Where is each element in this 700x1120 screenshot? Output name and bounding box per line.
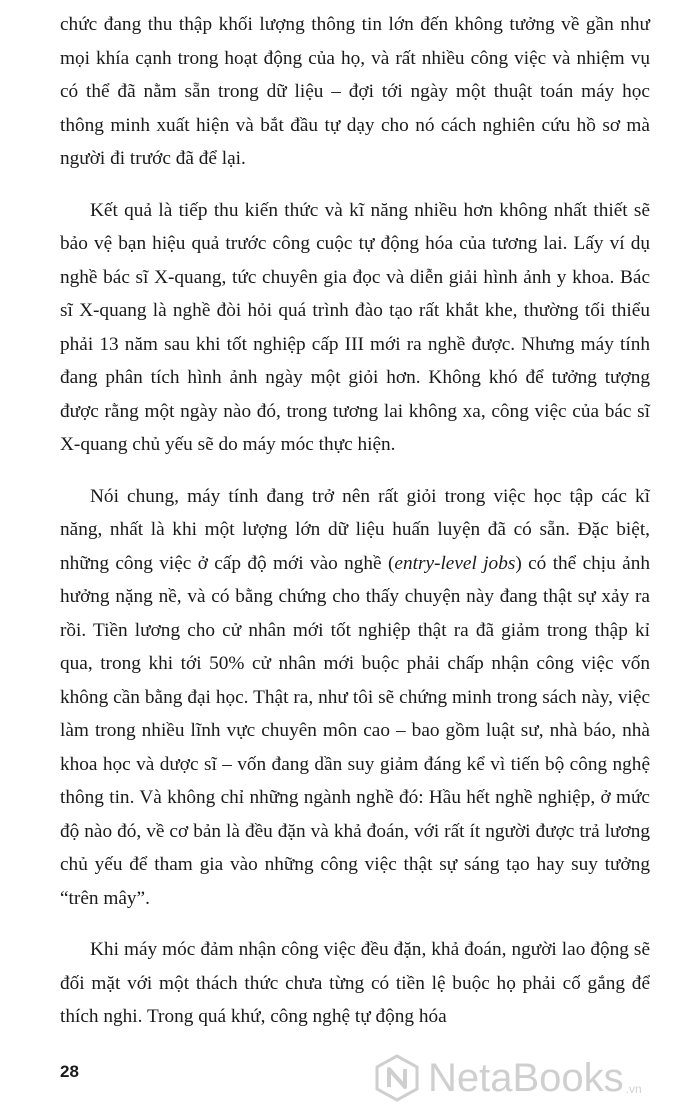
netabooks-logo-icon	[372, 1053, 422, 1103]
paragraph-3	[60, 480, 650, 916]
paragraph-4: Khi máy móc đảm nhận công việc đều đặn, khả đoán, người lao động sẽ đối mặt với một thách thức chưa từng có tiền lệ buộc họ phải cố gắng để thích nghi. Trong quá khứ, công nghệ tự động hóa	[60, 939, 650, 1027]
paragraph-3-text-before: Nói chung, máy tính đang trở nên rất giỏi trong việc học tập các kĩ năng, nhất là khi một lượng lớn dữ liệu huấn luyện đã có sẵn. Đặc biệt, những công việc ở cấp độ mới vào nghề (	[60, 485, 650, 574]
watermark-domain-suffix: .vn	[625, 1082, 642, 1096]
paragraph-1: chức đang thu thập khối lượng thông tin lớn đến không tưởng về gần như mọi khía cạnh trong hoạt động của họ, và rất nhiều công việc và nhiệm vụ có thể đã nằm sẵn trong dữ liệu – đợi tới ngày một thuật toán máy học thông minh xuất hiện và bắt đầu tự dạy cho nó cách nghiên cứu hồ sơ mà người đi trước đã để lại.	[60, 14, 650, 169]
watermark-brand: NetaBooks	[428, 1055, 624, 1100]
paragraph-3-text-after: ) có thể chịu ảnh hưởng nặng nề, và có bằng chứng cho thấy chuyện này đang thật sự xảy ra rồi. Tiền lương cho cử nhân mới tốt nghiệp thật ra đã giảm trong thập kỉ qua, trong khi tới 50% cử nhân mới buộc phải chấp nhận công việc vốn không cần bằng đại học. Thật ra, như tôi sẽ chứng minh trong sách này, việc làm trong nhiều lĩnh vực chuyên môn cao – bao gồm luật sư, nhà báo, nhà khoa học và dược sĩ – vốn đang dần suy giảm đáng kể vì tiến bộ công nghệ thông tin. Và không chỉ những ngành nghề đó: Hầu hết nghề nghiệp, ở mức độ nào đó, về cơ bản là đều đặn và khả đoán, với rất ít người được trả lương chủ yếu để tham gia vào những công việc thật sự sáng tạo hay suy tưởng “trên mây”.	[60, 552, 651, 909]
watermark	[372, 1050, 692, 1106]
paragraph-2: Kết quả là tiếp thu kiến thức và kĩ năng nhiều hơn không nhất thiết sẽ bảo vệ bạn hiệu quả trước công cuộc tự động hóa của tương lai. Lấy ví dụ nghề bác sĩ X-quang, tức chuyên gia đọc và diễn giải hình ảnh y khoa. Bác sĩ X-quang là nghề đòi hỏi quá trình đào tạo rất khắt khe, thường tối thiểu phải 13 năm sau khi tốt nghiệp cấp III mới ra nghề được. Nhưng máy tính đang phân tích hình ảnh ngày một giỏi hơn. Không khó để tưởng tượng được rằng một ngày nào đó, trong tương lai không xa, công việc của bác sĩ X-quang chủ yếu sẽ do máy móc thực hiện.	[60, 199, 650, 455]
page-number: 28	[60, 1062, 79, 1081]
page-body	[60, 8, 650, 1052]
paragraph-3-italic-term: entry-level jobs	[394, 552, 516, 574]
